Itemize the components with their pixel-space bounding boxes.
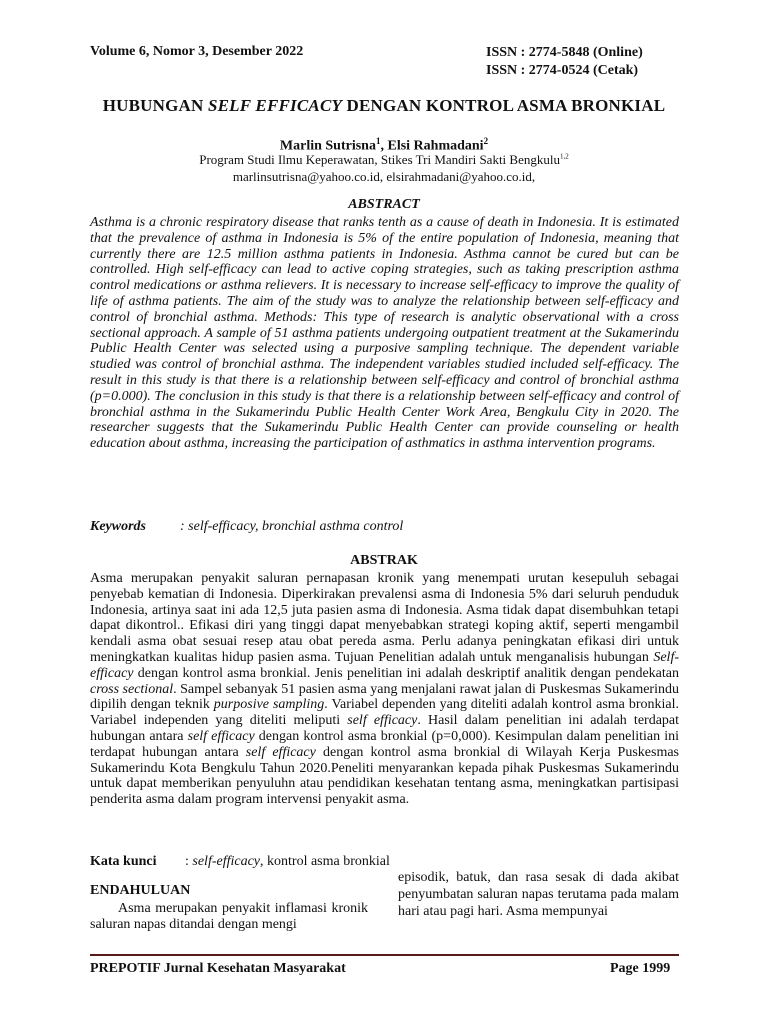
footer-page-number: Page 1999 bbox=[610, 961, 671, 976]
kata-kunci-italic: self-efficacy bbox=[192, 854, 261, 869]
abstrak-segment: . Hasil dalam penelitian ini adalah terdapat hubungan antara bbox=[90, 713, 680, 744]
body-paragraph-right: episodik, batuk, dan rasa sesak di dada akibat penyumbatan saluran napas terutama pada malam hari atau pagi hari. Asma mempunyai bbox=[398, 870, 679, 919]
author-separator: , bbox=[380, 138, 388, 154]
paper-title bbox=[0, 96, 768, 116]
footer-journal: PREPOTIF Jurnal Kesehatan Masyarakat bbox=[90, 961, 346, 976]
keywords-label: Keywords bbox=[90, 519, 146, 534]
abstrak-segment: dengan kontrol asma bronkial (p=0,000). Kesimpulan dalam penelitian ini terdapat hubungan antara bbox=[90, 728, 679, 760]
abstrak-italic-term: self efficacy bbox=[245, 744, 316, 760]
affiliation-text: Program Studi Ilmu Keperawatan, Stikes Tri Mandiri Sakti Bengkulu bbox=[199, 152, 560, 167]
abstrak-segment: . Sampel sebanyak 51 pasien asma yang menjalani rawat jalan di Puskesmas Sukamerindu dipilih dengan teknik bbox=[90, 681, 679, 713]
keywords-line bbox=[90, 519, 403, 535]
author-1-sup: 1 bbox=[375, 136, 381, 146]
author-1: Marlin Sutrisna bbox=[279, 138, 376, 154]
footer-rule bbox=[90, 954, 679, 956]
abstrak-italic-term: purposive sampling bbox=[213, 697, 325, 713]
abstract-text-id bbox=[90, 571, 679, 808]
abstract-text-en: Asthma is a chronic respiratory disease that ranks tenth as a cause of death in Indonesia. It is estimated that the prevalence of asthma in Indonesia is 5% of the entire population of Indonesia, meaning that currently there are 12.5 million asthma patients in Indonesia. Asthma cannot be cured but can be controlled. High self-efficacy can lead to active coping strategies, such as taking prescription asthma control medications or asthma relievers. It is necessary to increase self-efficacy to improve the quality of life of asthma patients. The aim of the study was to analyze the relationship between self-efficacy and control of bronchial asthma. Methods: This type of research is analytic observational with a cross sectional approach. A sample of 51 asthma patients undergoing outpatient treatment at the Sukamerindu Public Health Center was selected using a purposive sampling technique. The dependent variable studied was control of bronchial asthma. The independent variables studied included self-efficacy. The result in this study is that there is a relationship between self-efficacy and control of bronchial asthma (p=0.000). The conclusion in this study is that there is a relationship between self-efficacy and control of bronchial asthma in the Sukamerindu Public Health Center Work Area, Bengkulu City in 2020. The researcher suggests that the Sukamerindu Public Health Center can provide counseling or health education about asthma, increasing the participation of asthmatics in asthma intervention programs. bbox=[90, 215, 679, 452]
section-heading-endahuluan: ENDAHULUAN bbox=[90, 883, 191, 898]
kata-kunci-line bbox=[90, 854, 390, 870]
kata-kunci-label: Kata kunci bbox=[90, 854, 157, 869]
issn-print: ISSN : 2774-0524 (Cetak) bbox=[486, 63, 639, 78]
affiliation bbox=[0, 152, 768, 168]
abstrak-italic-term: self efficacy bbox=[187, 728, 255, 744]
abstract-heading: ABSTRACT bbox=[348, 197, 420, 212]
abstrak-segment: dengan kontrol asma bronkial di Wilayah Kerja Puskesmas Sukamerindu Kota Bengkulu Tahun 2020.Peneliti menyarankan kepada pihak Puskesmas Sukamerindu untuk dapat memberikan penyuluhn atau pendidikan kesehatan tentang asma, meningkatkan partisipasi penderita asma dalam program intervensi penyakit asma. bbox=[90, 744, 680, 808]
title-part2: DENGAN KONTROL ASMA BRONKIAL bbox=[342, 96, 666, 115]
abstrak-italic-term: Self-efficacy bbox=[90, 649, 679, 681]
issn-block bbox=[486, 44, 643, 80]
abstrak-heading: ABSTRAK bbox=[350, 553, 418, 568]
title-italic: SELF EFFICACY bbox=[207, 96, 343, 115]
kata-kunci-colon: : bbox=[185, 854, 193, 869]
issn-online: ISSN : 2774-5848 (Online) bbox=[486, 45, 643, 60]
keywords-value: : self-efficacy, bronchial asthma control bbox=[180, 519, 404, 534]
abstrak-segment: Asma merupakan penyakit saluran pernapasan kronik yang menempati urutan kesepuluh sebagai penyebab kematian di Indonesia. Diperkirakan prevalensi asma di Indonesia 5% dari seluruh penduduk Indonesia, artinya saat ini ada 12,5 juta pasien asma di Indonesia. Asma tidak dapat disembuhkan tetapi dapat dikontrol.. Efikasi diri yang tinggi dapat menyebabkan strategi koping aktif, seperti mengambil kendali asma obat sesuai resep atau obat pereda asma. Perlu adanya peningkatan efikasi diri untuk meningkatkan kualitas hidup pasien asma. Tujuan Penelitian adalah untuk menganalisis hubungan bbox=[90, 571, 679, 665]
abstrak-italic-term: self efficacy bbox=[347, 713, 418, 729]
volume-info: Volume 6, Nomor 3, Desember 2022 bbox=[90, 44, 304, 59]
author-2: Elsi Rahmadani bbox=[387, 138, 484, 154]
abstrak-italic-term: cross sectional bbox=[90, 681, 174, 697]
title-part1: HUBUNGAN bbox=[102, 96, 208, 115]
abstrak-segment: . Variabel dependen yang diteliti adalah kontrol asma bronkial. Variabel independen yang diteliti meliputi bbox=[90, 697, 679, 729]
author-2-sup: 2 bbox=[483, 136, 489, 146]
kata-kunci-rest: , kontrol asma bronkial bbox=[260, 854, 390, 869]
abstrak-segment: dengan kontrol asma bronkial. Jenis penelitian ini adalah deskriptif analitik dengan pendekatan bbox=[133, 665, 679, 681]
affiliation-sup: 1,2 bbox=[559, 152, 569, 161]
body-left-column bbox=[90, 883, 368, 933]
body-paragraph-left: Asma merupakan penyakit inflamasi kronik saluran napas ditandai dengan mengi bbox=[90, 901, 368, 932]
author-emails: marlinsutrisna@yahoo.co.id, elsirahmadani@yahoo.co.id, bbox=[232, 169, 536, 184]
